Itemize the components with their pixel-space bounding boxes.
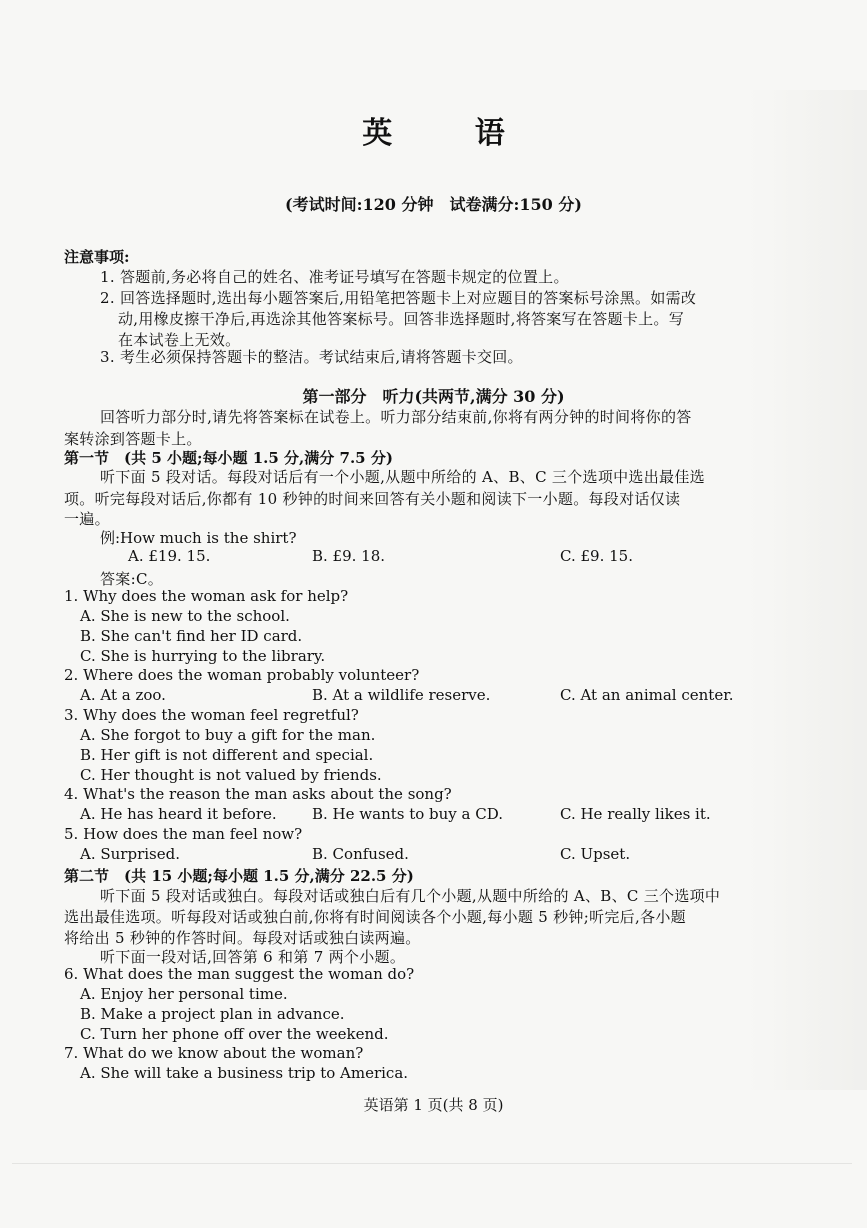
- section1-instruction: 听下面 5 段对话。每段对话后有一个小题,从题中所给的 A、B、C 三个选项中选出最佳选: [100, 468, 705, 486]
- question-option: A. At a zoo.: [80, 686, 166, 704]
- question-option: B. She can't find her ID card.: [80, 627, 303, 645]
- question-option: A. She forgot to buy a gift for the man.: [80, 726, 376, 744]
- question-option: C. Her thought is not valued by friends.: [80, 766, 382, 784]
- section2-instruction: 听下面一段对话,回答第 6 和第 7 两个小题。: [100, 948, 406, 966]
- example-option-c: C. £9. 15.: [560, 547, 633, 565]
- question-option: B. At a wildlife reserve.: [312, 686, 491, 704]
- question-option: A. Enjoy her personal time.: [80, 985, 288, 1003]
- bleed-through-shadow: [747, 90, 867, 1090]
- question-option: A. Surprised.: [80, 845, 180, 863]
- question-option: A. She is new to the school.: [80, 607, 290, 625]
- notice-item: 2. 回答选择题时,选出每小题答案后,用铅笔把答题卡上对应题目的答案标号涂黑。如需改: [100, 289, 697, 307]
- question-option: B. Confused.: [312, 845, 409, 863]
- question-stem: 2. Where does the woman probably volunteer?: [64, 666, 420, 684]
- notice-item: 在本试卷上无效。: [118, 331, 241, 349]
- question-option: B. Make a project plan in advance.: [80, 1005, 345, 1023]
- example-answer: 答案:C。: [100, 570, 164, 588]
- question-option: C. She is hurrying to the library.: [80, 647, 326, 665]
- section1-instruction: 一遍。: [64, 510, 110, 528]
- notice-item: 动,用橡皮擦干净后,再选涂其他答案标号。回答非选择题时,将答案写在答题卡上。写: [118, 310, 685, 328]
- question-option: C. He really likes it.: [560, 805, 711, 823]
- question-option: A. She will take a business trip to America.: [80, 1064, 409, 1082]
- question-stem: 6. What does the man suggest the woman do?: [64, 965, 415, 983]
- question-stem: 7. What do we know about the woman?: [64, 1044, 364, 1062]
- part1-intro: 回答听力部分时,请先将答案标在试卷上。听力部分结束前,你将有两分钟的时间将你的答: [100, 408, 692, 426]
- example-question: 例:How much is the shirt?: [100, 529, 297, 547]
- question-option: C. Upset.: [560, 845, 631, 863]
- question-stem: 4. What's the reason the man asks about the song?: [64, 785, 452, 803]
- section2-instruction: 选出最佳选项。听每段对话或独白前,你将有时间阅读各个小题,每小题 5 秒钟;听完后,各小题: [64, 908, 686, 926]
- page-title: 英 语: [362, 116, 541, 151]
- question-option: B. Her gift is not different and special.: [80, 746, 374, 764]
- notice-heading: 注意事项:: [64, 248, 130, 266]
- example-option-b: B. £9. 18.: [312, 547, 386, 565]
- page-footer: 英语第 1 页(共 8 页): [363, 1096, 504, 1114]
- section2-instruction: 听下面 5 段对话或独白。每段对话或独白后有几个小题,从题中所给的 A、B、C 三个选项中: [100, 887, 721, 905]
- part1-intro: 案转涂到答题卡上。: [64, 430, 202, 448]
- question-option: C. At an animal center.: [560, 686, 734, 704]
- page-divider: [12, 1163, 852, 1164]
- question-stem: 3. Why does the woman feel regretful?: [64, 706, 359, 724]
- part1-title: 第一部分 听力(共两节,满分 30 分): [302, 387, 565, 406]
- exam-info: (考试时间:120 分钟 试卷满分:150 分): [285, 195, 582, 214]
- section1-instruction: 项。听完每段对话后,你都有 10 秒钟的时间来回答有关小题和阅读下一小题。每段对话仅读: [64, 490, 681, 508]
- notice-item: 3. 考生必须保持答题卡的整洁。考试结束后,请将答题卡交回。: [100, 348, 523, 366]
- question-option: B. He wants to buy a CD.: [312, 805, 504, 823]
- section2-instruction: 将给出 5 秒钟的作答时间。每段对话或独白读两遍。: [64, 929, 421, 947]
- example-option-a: A. £19. 15.: [128, 547, 211, 565]
- question-option: A. He has heard it before.: [80, 805, 277, 823]
- section2-heading: 第二节 (共 15 小题;每小题 1.5 分,满分 22.5 分): [64, 867, 414, 885]
- notice-item: 1. 答题前,务必将自己的姓名、准考证号填写在答题卡规定的位置上。: [100, 268, 569, 286]
- question-stem: 1. Why does the woman ask for help?: [64, 587, 349, 605]
- question-option: C. Turn her phone off over the weekend.: [80, 1025, 389, 1043]
- section1-heading: 第一节 (共 5 小题;每小题 1.5 分,满分 7.5 分): [64, 449, 393, 467]
- question-stem: 5. How does the man feel now?: [64, 825, 303, 843]
